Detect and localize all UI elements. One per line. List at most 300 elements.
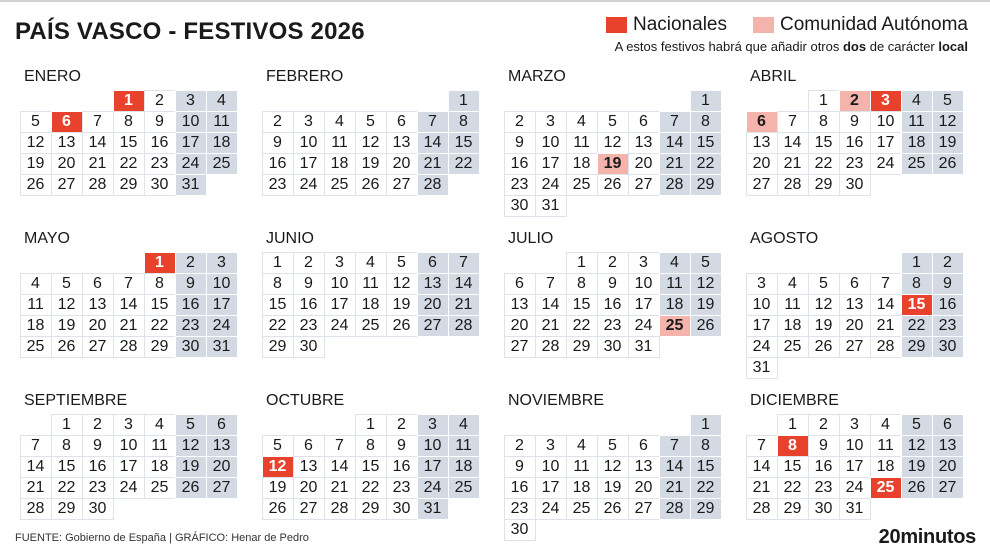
day-cell: 30 — [808, 498, 840, 520]
day-cell: 17 — [535, 153, 567, 175]
day-cell: 4 — [566, 111, 598, 133]
day-cell: 24 — [535, 498, 567, 520]
month-name: ENERO — [24, 68, 81, 85]
empty-cell — [535, 414, 567, 436]
empty-cell — [839, 252, 871, 274]
day-cell: 16 — [262, 153, 294, 175]
weekend-cell: 24 — [417, 477, 449, 499]
day-cell: 4 — [324, 111, 356, 133]
weekend-cell: 26 — [901, 477, 933, 499]
weekend-cell: 10 — [206, 273, 238, 295]
day-cell: 31 — [746, 357, 778, 379]
day-cell: 18 — [144, 456, 176, 478]
empty-cell — [324, 90, 356, 112]
day-cell: 22 — [262, 315, 294, 337]
day-cell: 24 — [113, 477, 145, 499]
day-cell: 17 — [113, 456, 145, 478]
day-cell: 27 — [839, 336, 871, 358]
top-divider — [0, 0, 990, 2]
month-name: ABRIL — [750, 68, 797, 85]
month-grid — [262, 90, 479, 195]
empty-cell — [808, 252, 840, 274]
month-name: JULIO — [508, 230, 554, 247]
day-cell: 12 — [386, 273, 418, 295]
day-cell: 2 — [386, 414, 418, 436]
day-cell: 8 — [144, 273, 176, 295]
day-cell: 12 — [597, 132, 629, 154]
empty-cell — [417, 90, 449, 112]
day-cell: 21 — [20, 477, 52, 499]
day-cell: 17 — [293, 153, 325, 175]
day-cell: 6 — [82, 273, 114, 295]
day-cell: 10 — [839, 435, 871, 457]
weekend-cell: 21 — [659, 477, 691, 499]
day-cell: 2 — [808, 414, 840, 436]
weekend-cell: 1 — [690, 90, 722, 112]
weekend-cell: 6 — [417, 252, 449, 274]
day-cell: 31 — [839, 498, 871, 520]
day-cell: 29 — [113, 174, 145, 196]
weekend-cell: 8 — [690, 435, 722, 457]
legend-swatch-nacional — [606, 17, 627, 33]
day-cell: 9 — [386, 435, 418, 457]
day-cell: 23 — [808, 477, 840, 499]
weekend-cell: 5 — [932, 90, 964, 112]
month-name: DICIEMBRE — [750, 392, 839, 409]
day-cell: 6 — [628, 111, 660, 133]
day-cell: 20 — [504, 315, 536, 337]
day-cell: 27 — [628, 498, 660, 520]
weekend-cell: 19 — [690, 294, 722, 316]
weekend-cell: 29 — [690, 174, 722, 196]
holiday-nacional-cell: 8 — [777, 435, 809, 457]
day-cell: 20 — [51, 153, 83, 175]
weekend-cell: 27 — [206, 477, 238, 499]
day-cell: 6 — [293, 435, 325, 457]
day-cell: 15 — [566, 294, 598, 316]
day-cell: 19 — [51, 315, 83, 337]
day-cell: 11 — [144, 435, 176, 457]
holiday-autonoma-cell: 6 — [746, 111, 778, 133]
day-cell: 27 — [628, 174, 660, 196]
month-name: MAYO — [24, 230, 70, 247]
weekend-cell: 22 — [690, 153, 722, 175]
day-cell: 8 — [808, 111, 840, 133]
empty-cell — [355, 90, 387, 112]
holiday-nacional-cell: 25 — [870, 477, 902, 499]
day-cell: 30 — [504, 195, 536, 217]
day-cell: 3 — [839, 414, 871, 436]
empty-cell — [597, 414, 629, 436]
day-cell: 27 — [746, 174, 778, 196]
day-cell: 1 — [777, 414, 809, 436]
holiday-nacional-cell: 1 — [144, 252, 176, 274]
note-bold-count: dos — [842, 39, 867, 54]
weekend-cell: 18 — [206, 132, 238, 154]
legend — [580, 14, 968, 36]
empty-cell — [566, 90, 598, 112]
empty-cell — [20, 414, 52, 436]
weekend-cell: 5 — [690, 252, 722, 274]
day-cell: 14 — [777, 132, 809, 154]
legend-label-autonoma: Comunidad Autónoma — [779, 14, 968, 35]
weekend-cell: 17 — [417, 456, 449, 478]
weekend-cell: 18 — [659, 294, 691, 316]
weekend-cell: 21 — [448, 294, 480, 316]
month-grid — [504, 414, 721, 540]
weekend-cell: 6 — [932, 414, 964, 436]
day-cell: 18 — [566, 153, 598, 175]
day-cell: 5 — [262, 435, 294, 457]
weekend-cell: 12 — [901, 435, 933, 457]
weekend-cell: 3 — [417, 414, 449, 436]
day-cell: 1 — [808, 90, 840, 112]
day-cell: 2 — [597, 252, 629, 274]
month-junio — [262, 230, 479, 357]
day-cell: 14 — [113, 294, 145, 316]
day-cell: 7 — [20, 435, 52, 457]
weekend-cell: 3 — [206, 252, 238, 274]
day-cell: 3 — [293, 111, 325, 133]
day-cell: 15 — [777, 456, 809, 478]
weekend-cell: 26 — [932, 153, 964, 175]
weekend-cell: 25 — [206, 153, 238, 175]
day-cell: 10 — [870, 111, 902, 133]
empty-cell — [659, 414, 691, 436]
day-cell: 8 — [113, 111, 145, 133]
day-cell: 12 — [597, 456, 629, 478]
empty-cell — [20, 252, 52, 274]
empty-cell — [293, 414, 325, 436]
day-cell: 5 — [386, 252, 418, 274]
day-cell: 25 — [566, 498, 598, 520]
day-cell: 4 — [870, 414, 902, 436]
weekend-cell: 27 — [932, 477, 964, 499]
empty-cell — [870, 252, 902, 274]
weekend-cell: 26 — [175, 477, 207, 499]
weekend-cell: 9 — [932, 273, 964, 295]
day-cell: 20 — [82, 315, 114, 337]
day-cell: 28 — [746, 498, 778, 520]
day-cell: 28 — [82, 174, 114, 196]
day-cell: 29 — [144, 336, 176, 358]
weekend-cell: 31 — [206, 336, 238, 358]
day-cell: 23 — [597, 315, 629, 337]
weekend-cell: 8 — [901, 273, 933, 295]
day-cell: 25 — [144, 477, 176, 499]
day-cell: 22 — [777, 477, 809, 499]
day-cell: 13 — [839, 294, 871, 316]
day-cell: 16 — [144, 132, 176, 154]
day-cell: 25 — [777, 336, 809, 358]
month-grid — [262, 252, 479, 357]
day-cell: 23 — [144, 153, 176, 175]
day-cell: 16 — [808, 456, 840, 478]
weekend-cell: 25 — [448, 477, 480, 499]
note-text: A estos festivos habrá que añadir otros — [614, 39, 843, 54]
day-cell: 20 — [386, 153, 418, 175]
day-cell: 11 — [566, 132, 598, 154]
day-cell: 12 — [51, 294, 83, 316]
day-cell: 9 — [293, 273, 325, 295]
day-cell: 10 — [535, 132, 567, 154]
empty-cell — [51, 252, 83, 274]
day-cell: 28 — [535, 336, 567, 358]
day-cell: 13 — [746, 132, 778, 154]
day-cell: 21 — [870, 315, 902, 337]
day-cell: 7 — [777, 111, 809, 133]
day-cell: 9 — [262, 132, 294, 154]
day-cell: 22 — [355, 477, 387, 499]
day-cell: 22 — [566, 315, 598, 337]
month-name: JUNIO — [266, 230, 314, 247]
weekend-cell: 19 — [932, 132, 964, 154]
weekend-cell: 21 — [659, 153, 691, 175]
day-cell: 26 — [20, 174, 52, 196]
day-cell: 24 — [628, 315, 660, 337]
empty-cell — [262, 90, 294, 112]
day-cell: 30 — [839, 174, 871, 196]
day-cell: 21 — [82, 153, 114, 175]
day-cell: 9 — [82, 435, 114, 457]
day-cell: 13 — [82, 294, 114, 316]
weekend-cell: 11 — [448, 435, 480, 457]
weekend-cell: 7 — [417, 111, 449, 133]
empty-cell — [566, 414, 598, 436]
day-cell: 4 — [355, 252, 387, 274]
note-bold-local: local — [938, 39, 968, 54]
day-cell: 7 — [535, 273, 567, 295]
day-cell: 26 — [51, 336, 83, 358]
day-cell: 30 — [386, 498, 418, 520]
day-cell: 6 — [839, 273, 871, 295]
weekend-cell: 4 — [901, 90, 933, 112]
day-cell: 15 — [355, 456, 387, 478]
day-cell: 29 — [262, 336, 294, 358]
weekend-cell: 7 — [448, 252, 480, 274]
weekend-cell: 28 — [448, 315, 480, 337]
day-cell: 27 — [82, 336, 114, 358]
weekend-cell: 20 — [932, 456, 964, 478]
day-cell: 12 — [355, 132, 387, 154]
weekend-cell: 2 — [932, 252, 964, 274]
empty-cell — [504, 414, 536, 436]
day-cell: 13 — [386, 132, 418, 154]
empty-cell — [504, 90, 536, 112]
day-cell: 28 — [113, 336, 145, 358]
weekend-cell: 31 — [175, 174, 207, 196]
day-cell: 13 — [51, 132, 83, 154]
weekend-cell: 29 — [901, 336, 933, 358]
day-cell: 11 — [870, 435, 902, 457]
day-cell: 7 — [113, 273, 145, 295]
day-cell: 5 — [355, 111, 387, 133]
day-cell: 7 — [324, 435, 356, 457]
day-cell: 31 — [535, 195, 567, 217]
day-cell: 8 — [355, 435, 387, 457]
day-cell: 15 — [113, 132, 145, 154]
month-grid — [504, 90, 721, 216]
day-cell: 29 — [51, 498, 83, 520]
day-cell: 27 — [504, 336, 536, 358]
day-cell: 14 — [746, 456, 778, 478]
day-cell: 22 — [51, 477, 83, 499]
weekend-cell: 5 — [175, 414, 207, 436]
weekend-cell: 29 — [690, 498, 722, 520]
month-noviembre — [504, 392, 721, 540]
day-cell: 24 — [746, 336, 778, 358]
day-cell: 10 — [324, 273, 356, 295]
weekend-cell: 10 — [417, 435, 449, 457]
day-cell: 5 — [51, 273, 83, 295]
day-cell: 30 — [144, 174, 176, 196]
day-cell: 26 — [597, 174, 629, 196]
empty-cell — [628, 414, 660, 436]
day-cell: 22 — [144, 315, 176, 337]
empty-cell — [535, 90, 567, 112]
weekend-cell: 9 — [175, 273, 207, 295]
empty-cell — [504, 252, 536, 274]
day-cell: 11 — [777, 294, 809, 316]
day-cell: 9 — [839, 111, 871, 133]
weekend-cell: 23 — [932, 315, 964, 337]
weekend-cell: 13 — [417, 273, 449, 295]
day-cell: 16 — [504, 153, 536, 175]
weekend-cell: 31 — [417, 498, 449, 520]
empty-cell — [746, 414, 778, 436]
day-cell: 18 — [355, 294, 387, 316]
month-julio — [504, 230, 721, 357]
weekend-cell: 24 — [175, 153, 207, 175]
empty-cell — [535, 252, 567, 274]
month-grid — [504, 252, 721, 357]
empty-cell — [659, 90, 691, 112]
day-cell: 11 — [355, 273, 387, 295]
weekend-cell: 3 — [175, 90, 207, 112]
day-cell: 10 — [535, 456, 567, 478]
legend-swatch-autonoma — [753, 17, 774, 33]
day-cell: 1 — [566, 252, 598, 274]
empty-cell — [113, 252, 145, 274]
empty-cell — [293, 90, 325, 112]
day-cell: 11 — [20, 294, 52, 316]
empty-cell — [746, 252, 778, 274]
weekend-cell: 7 — [659, 435, 691, 457]
day-cell: 5 — [597, 111, 629, 133]
empty-cell — [82, 252, 114, 274]
day-cell: 13 — [293, 456, 325, 478]
day-cell: 18 — [566, 477, 598, 499]
day-cell: 9 — [504, 456, 536, 478]
day-cell: 11 — [566, 456, 598, 478]
day-cell: 20 — [628, 153, 660, 175]
day-cell: 22 — [808, 153, 840, 175]
day-cell: 15 — [262, 294, 294, 316]
weekend-cell: 4 — [448, 414, 480, 436]
month-grid — [20, 90, 237, 195]
weekend-cell: 22 — [690, 477, 722, 499]
day-cell: 9 — [504, 132, 536, 154]
day-cell: 9 — [144, 111, 176, 133]
weekend-cell: 14 — [417, 132, 449, 154]
month-grid — [746, 90, 963, 195]
day-cell: 14 — [82, 132, 114, 154]
day-cell: 17 — [535, 477, 567, 499]
day-cell: 2 — [293, 252, 325, 274]
month-agosto — [746, 230, 963, 378]
empty-cell — [597, 90, 629, 112]
day-cell: 15 — [808, 132, 840, 154]
day-cell: 23 — [839, 153, 871, 175]
weekend-cell: 1 — [901, 252, 933, 274]
day-cell: 29 — [566, 336, 598, 358]
day-cell: 19 — [355, 153, 387, 175]
weekend-cell: 11 — [659, 273, 691, 295]
day-cell: 30 — [293, 336, 325, 358]
day-cell: 24 — [324, 315, 356, 337]
weekend-cell: 18 — [448, 456, 480, 478]
weekend-cell: 19 — [901, 456, 933, 478]
day-cell: 23 — [386, 477, 418, 499]
day-cell: 20 — [746, 153, 778, 175]
weekend-cell: 5 — [901, 414, 933, 436]
day-cell: 18 — [777, 315, 809, 337]
month-name: NOVIEMBRE — [508, 392, 605, 409]
month-name: MARZO — [508, 68, 566, 85]
empty-cell — [324, 414, 356, 436]
day-cell: 3 — [535, 111, 567, 133]
weekend-cell: 22 — [901, 315, 933, 337]
day-cell: 30 — [597, 336, 629, 358]
day-cell: 26 — [355, 174, 387, 196]
weekend-cell: 28 — [417, 174, 449, 196]
day-cell: 2 — [504, 111, 536, 133]
empty-cell — [386, 90, 418, 112]
holiday-nacional-cell: 12 — [262, 456, 294, 478]
weekend-cell: 13 — [932, 435, 964, 457]
weekend-cell: 14 — [659, 456, 691, 478]
empty-cell — [628, 90, 660, 112]
day-cell: 10 — [746, 294, 778, 316]
weekend-cell: 28 — [659, 174, 691, 196]
weekend-cell: 1 — [690, 414, 722, 436]
day-cell: 28 — [20, 498, 52, 520]
empty-cell — [777, 90, 809, 112]
day-cell: 22 — [113, 153, 145, 175]
weekend-cell: 24 — [206, 315, 238, 337]
day-cell: 4 — [144, 414, 176, 436]
month-grid — [20, 414, 237, 519]
month-name: OCTUBRE — [266, 392, 345, 409]
day-cell: 30 — [504, 519, 536, 541]
day-cell: 2 — [262, 111, 294, 133]
holiday-nacional-cell: 6 — [51, 111, 83, 133]
day-cell: 20 — [839, 315, 871, 337]
weekend-cell: 17 — [175, 132, 207, 154]
day-cell: 21 — [746, 477, 778, 499]
day-cell: 8 — [262, 273, 294, 295]
day-cell: 13 — [628, 456, 660, 478]
weekend-cell: 15 — [690, 456, 722, 478]
month-name: AGOSTO — [750, 230, 819, 247]
day-cell: 3 — [113, 414, 145, 436]
weekend-cell: 27 — [417, 315, 449, 337]
weekend-cell: 25 — [901, 153, 933, 175]
weekend-cell: 30 — [932, 336, 964, 358]
weekend-cell: 12 — [175, 435, 207, 457]
weekend-cell: 4 — [206, 90, 238, 112]
day-cell: 2 — [82, 414, 114, 436]
